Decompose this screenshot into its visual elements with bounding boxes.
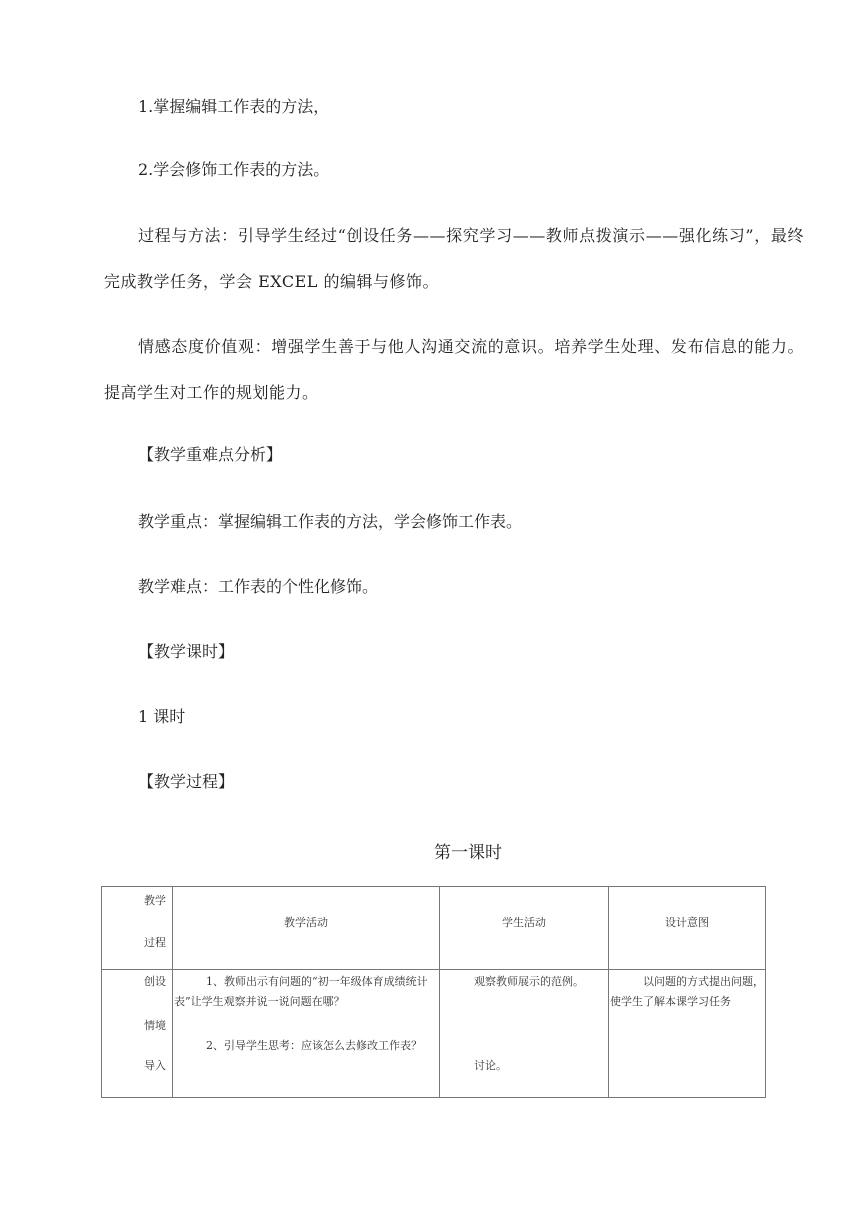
header-stage-line1: 教学 xyxy=(144,894,166,907)
header-stage-line2: 过程 xyxy=(144,936,166,949)
section-heading-hours: 【教学课时】 xyxy=(138,642,235,661)
teacher-activity-2: 2、引导学生思考：应该怎么去修改工作表？ xyxy=(206,1039,422,1052)
process-method-paragraph: 过程与方法：引导学生经过“创设任务——探究学习——教师点拨演示——强化练习”，最终完成教学任务，学会 EXCEL 的编辑与修饰。 xyxy=(104,226,804,291)
header-teacher-activity-cell xyxy=(173,887,440,970)
stage-line2: 情境 xyxy=(144,1019,166,1032)
table-header-row xyxy=(102,887,766,970)
teaching-difficulty: 教学难点：工作表的个性化修饰。 xyxy=(138,577,379,596)
header-student-activity-cell xyxy=(440,887,609,970)
objective-1: 1.掌握编辑工作表的方法， xyxy=(138,97,330,116)
student-activity-2: 讨论。 xyxy=(474,1059,507,1072)
teaching-key-point: 教学重点：掌握编辑工作表的方法，学会修饰工作表。 xyxy=(138,512,523,531)
teacher-activity-cell xyxy=(173,970,440,1098)
lesson-hours: 1 课时 xyxy=(138,707,186,726)
header-design-intent-cell xyxy=(609,887,766,970)
student-activity-1: 观察教师展示的范例。 xyxy=(474,975,584,988)
table-row xyxy=(102,970,766,1098)
stage-line1: 创设 xyxy=(144,975,166,988)
header-student-activity: 学生活动 xyxy=(502,916,546,929)
design-intent-text: 以问题的方式提出问题，使学生了解本课学习任务 xyxy=(610,975,764,1008)
section-heading-process: 【教学过程】 xyxy=(138,772,235,791)
emotion-attitude-paragraph: 情感态度价值观：增强学生善于与他人沟通交流的意识。培养学生处理、发布信息的能力。提高学生对工作的规划能力。 xyxy=(104,337,804,402)
header-design-intent: 设计意图 xyxy=(665,916,709,929)
lesson-plan-table xyxy=(101,886,766,1098)
teacher-activity-1: 1、教师出示有问题的“初一年级体育成绩统计表”让学生观察并说一说问题在哪？ xyxy=(174,975,428,1008)
student-activity-cell xyxy=(440,970,609,1098)
design-intent-cell xyxy=(609,970,766,1098)
objective-2: 2.学会修饰工作表的方法。 xyxy=(138,160,330,179)
section-heading-difficulty: 【教学重难点分析】 xyxy=(138,445,283,464)
stage-line3: 导入 xyxy=(144,1059,166,1072)
table-title: 第一课时 xyxy=(434,843,502,863)
header-stage-cell xyxy=(102,887,173,970)
stage-cell xyxy=(102,970,173,1098)
header-teacher-activity: 教学活动 xyxy=(284,916,328,929)
